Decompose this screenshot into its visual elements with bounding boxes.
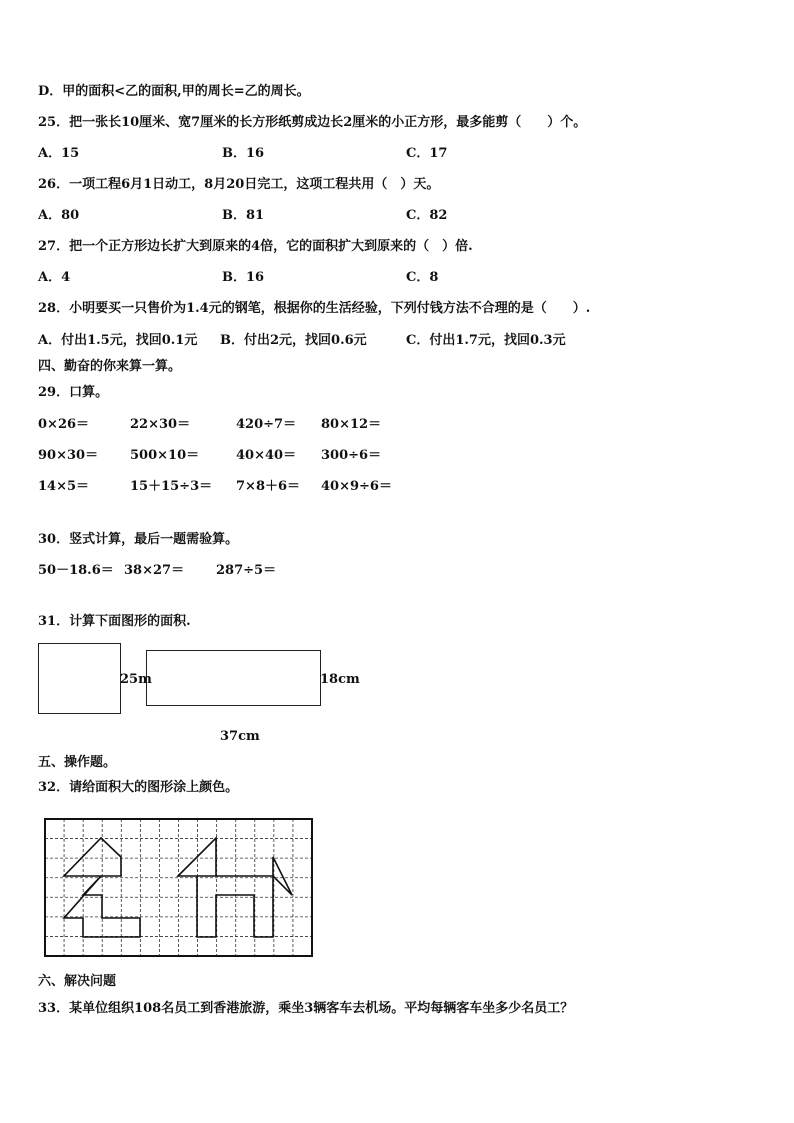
- q29-item: 500×10＝: [130, 448, 200, 463]
- q30-item: 38×27＝: [124, 563, 185, 578]
- q26-stem: 26．一项工程6月1日动工，8月20日完工，这项工程共用（ ）天。: [38, 177, 440, 192]
- q25-option-c[interactable]: C．17: [406, 146, 448, 161]
- q26-option-b[interactable]: B．81: [222, 208, 265, 223]
- shape-left[interactable]: [64, 838, 140, 937]
- q31-rect-height-label: 18cm: [320, 672, 360, 687]
- q31-square-label: 25m: [120, 672, 152, 687]
- q29-item: 0×26＝: [38, 417, 90, 432]
- q29-item: 40×9÷6＝: [321, 479, 392, 494]
- q29-item: 300÷6＝: [321, 448, 382, 463]
- q31-stem: 31．计算下面图形的面积.: [38, 614, 191, 629]
- q30-stem: 30．竖式计算，最后一题需验算。: [38, 532, 239, 547]
- q29-item: 15＋15÷3＝: [130, 479, 213, 494]
- q27-option-a[interactable]: A．4: [38, 270, 71, 285]
- section-4-title: 四、勤奋的你来算一算。: [38, 359, 182, 374]
- q26-option-a[interactable]: A．80: [38, 208, 80, 223]
- section-6-title: 六、解决问题: [38, 974, 117, 989]
- q29-item: 80×12＝: [321, 417, 382, 432]
- q27-stem: 27．把一个正方形边长扩大到原来的4倍，它的面积扩大到原来的（ ）倍.: [38, 239, 473, 254]
- q29-item: 40×40＝: [236, 448, 297, 463]
- q25-stem: 25．把一张长10厘米、宽7厘米的长方形纸剪成边长2厘米的小正方形，最多能剪（ ）个。: [38, 115, 587, 130]
- q28-option-c[interactable]: C．付出1.7元，找回0.3元: [406, 333, 566, 348]
- q29-item: 90×30＝: [38, 448, 99, 463]
- q28-option-a[interactable]: A．付出1.5元，找回0.1元: [38, 333, 198, 348]
- q27-option-c[interactable]: C．8: [406, 270, 439, 285]
- q30-item: 50－18.6＝: [38, 563, 114, 578]
- q32-stem: 32．请给面积大的图形涂上颜色。: [38, 780, 239, 795]
- q28-stem: 28．小明要买一只售价为1.4元的钢笔，根据你的生活经验，下列付钱方法不合理的是（ ）.: [38, 301, 591, 316]
- q25-option-a[interactable]: A．15: [38, 146, 80, 161]
- q30-item: 287÷5＝: [216, 563, 277, 578]
- q29-stem: 29．口算。: [38, 385, 109, 400]
- q28-option-b[interactable]: B．付出2元，找回0.6元: [220, 333, 367, 348]
- section-5-title: 五、操作题。: [38, 755, 117, 770]
- q33-stem: 33．某单位组织108名员工到香港旅游，乘坐3辆客车去机场。平均每辆客车坐多少名员工？: [38, 1001, 574, 1016]
- shape-right[interactable]: [178, 838, 292, 937]
- q26-option-c[interactable]: C．82: [406, 208, 448, 223]
- q29-item: 7×8＋6＝: [236, 479, 301, 494]
- q29-item: 420÷7＝: [236, 417, 297, 432]
- q29-item: 22×30＝: [130, 417, 191, 432]
- q27-option-b[interactable]: B．16: [222, 270, 265, 285]
- q25-option-b[interactable]: B．16: [222, 146, 265, 161]
- q29-item: 14×5＝: [38, 479, 90, 494]
- q31-rect-width-label: 37cm: [220, 729, 260, 744]
- q24-option-d: D．甲的面积<乙的面积,甲的周长=乙的周长。: [38, 84, 310, 99]
